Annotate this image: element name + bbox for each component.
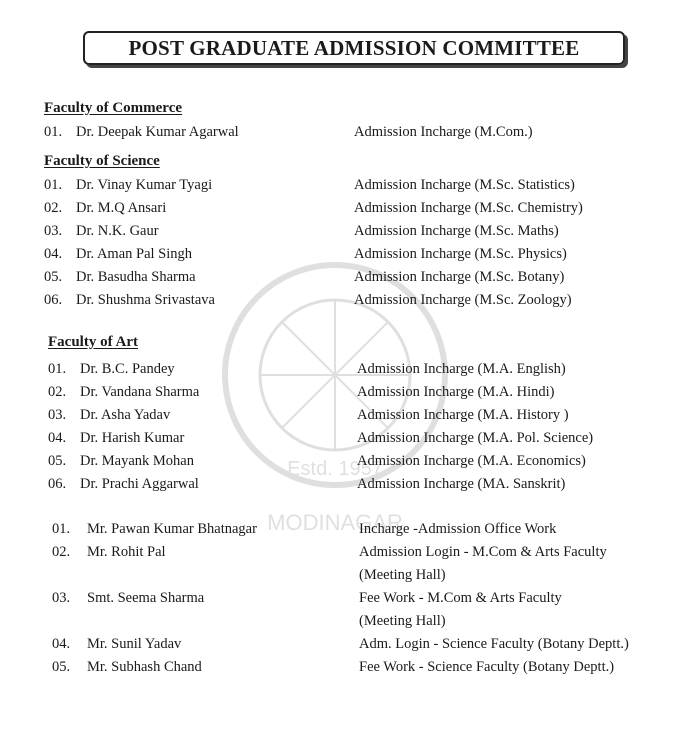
heading-art: Faculty of Art <box>48 334 138 350</box>
member-role: Admission Incharge (M.A. English) <box>357 361 566 377</box>
row-number: 03. <box>44 223 63 239</box>
member-name: Dr. Shushma Srivastava <box>76 292 215 308</box>
row-number: 06. <box>48 476 67 492</box>
member-role: Admission Incharge (M.Sc. Physics) <box>354 246 567 262</box>
member-role: Admission Incharge (M.A. Economics) <box>357 453 586 469</box>
member-role-location: (Meeting Hall) <box>359 613 446 629</box>
member-name: Mr. Subhash Chand <box>87 659 202 675</box>
watermark-town-text: MODINAGAR <box>267 510 403 535</box>
row-number: 01. <box>44 124 63 140</box>
member-name: Mr. Rohit Pal <box>87 544 166 560</box>
page-title: POST GRADUATE ADMISSION COMMITTEE <box>128 35 580 60</box>
table-row <box>0 476 677 496</box>
member-name: Dr. Deepak Kumar Agarwal <box>76 124 239 140</box>
row-number: 03. <box>48 407 67 423</box>
row-number: 05. <box>44 269 63 285</box>
member-role: Admission Incharge (M.Com.) <box>354 124 533 140</box>
member-role: Admission Incharge (M.Sc. Maths) <box>354 223 559 239</box>
table-row <box>0 636 677 656</box>
member-role-location: (Meeting Hall) <box>359 567 446 583</box>
table-row <box>0 521 677 541</box>
member-role: Admission Incharge (M.Sc. Statistics) <box>354 177 575 193</box>
table-row <box>0 453 677 473</box>
member-name: Dr. Vinay Kumar Tyagi <box>76 177 213 193</box>
table-row <box>0 407 677 427</box>
table-row <box>0 544 677 564</box>
table-row <box>0 246 677 266</box>
member-name: Dr. Asha Yadav <box>80 407 171 423</box>
member-role: Admission Incharge (MA. Sanskrit) <box>357 476 566 492</box>
member-name: Dr. Vandana Sharma <box>80 384 200 400</box>
row-number: 01. <box>52 521 71 537</box>
row-number: 06. <box>44 292 63 308</box>
row-number: 02. <box>44 200 63 216</box>
watermark-estd-text: Estd. 1957 <box>287 458 383 480</box>
row-number: 04. <box>52 636 71 652</box>
table-row <box>0 200 677 220</box>
table-row <box>0 590 677 610</box>
table-row <box>0 124 677 144</box>
table-row <box>0 430 677 450</box>
heading-science: Faculty of Science <box>44 153 160 169</box>
table-row <box>0 177 677 197</box>
row-number: 01. <box>48 361 67 377</box>
table-row-continuation <box>0 567 677 587</box>
member-role: Admission Incharge (M.Sc. Zoology) <box>354 292 572 308</box>
member-name: Smt. Seema Sharma <box>87 590 205 606</box>
table-row <box>0 659 677 679</box>
member-name: Mr. Sunil Yadav <box>87 636 182 652</box>
member-role: Admission Incharge (M.A. Hindi) <box>357 384 555 400</box>
table-row-continuation <box>0 613 677 633</box>
member-role: Admission Login - M.Com & Arts Faculty <box>359 544 607 560</box>
member-role: Fee Work - M.Com & Arts Faculty <box>359 590 562 606</box>
member-name: Dr. Aman Pal Singh <box>76 246 193 262</box>
member-name: Dr. Harish Kumar <box>80 430 185 446</box>
row-number: 04. <box>48 430 67 446</box>
member-name: Dr. N.K. Gaur <box>76 223 159 239</box>
member-name: Dr. B.C. Pandey <box>80 361 175 377</box>
member-name: Dr. Mayank Mohan <box>80 453 194 469</box>
row-number: 05. <box>52 659 71 675</box>
member-name: Dr. Basudha Sharma <box>76 269 196 285</box>
member-name: Dr. Prachi Aggarwal <box>80 476 199 492</box>
member-role: Incharge -Admission Office Work <box>359 521 557 537</box>
table-row <box>0 223 677 243</box>
table-row <box>0 384 677 404</box>
table-row <box>0 292 677 312</box>
member-role: Admission Incharge (M.Sc. Botany) <box>354 269 565 285</box>
row-number: 02. <box>52 544 71 560</box>
row-number: 01. <box>44 177 63 193</box>
member-role: Fee Work - Science Faculty (Botany Deptt.) <box>359 659 615 675</box>
table-row <box>0 361 677 381</box>
member-role: Admission Incharge (M.Sc. Chemistry) <box>354 200 583 216</box>
row-number: 02. <box>48 384 67 400</box>
heading-commerce: Faculty of Commerce <box>44 100 183 116</box>
member-role: Admission Incharge (M.A. History ) <box>357 407 569 423</box>
title-banner <box>83 31 625 65</box>
row-number: 03. <box>52 590 71 606</box>
member-role: Admission Incharge (M.A. Pol. Science) <box>357 430 594 446</box>
member-role: Adm. Login - Science Faculty (Botany Deptt.) <box>359 636 629 652</box>
table-row <box>0 269 677 289</box>
row-number: 05. <box>48 453 67 469</box>
row-number: 04. <box>44 246 63 262</box>
member-name: Dr. M.Q Ansari <box>76 200 167 216</box>
member-name: Mr. Pawan Kumar Bhatnagar <box>87 521 257 537</box>
